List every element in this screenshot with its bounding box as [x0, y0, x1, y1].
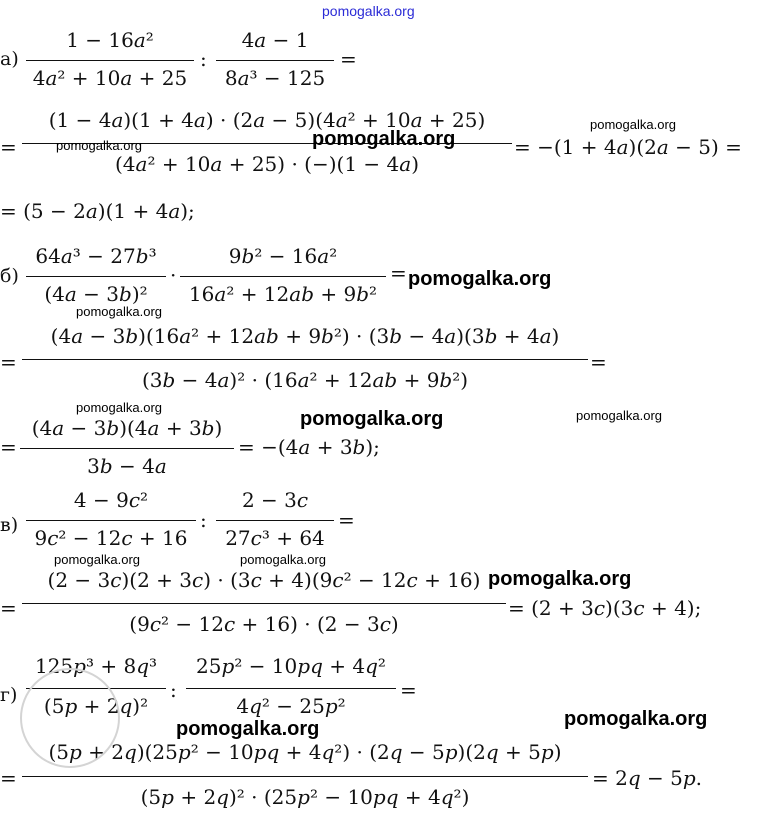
c-fraction-3	[22, 570, 506, 640]
b-fraction-1-bar	[26, 276, 166, 277]
a-result-final: = (5 − 2a)(1 + 4a);	[0, 199, 195, 223]
b-fraction-2-numerator: 9b² − 16a²	[228, 244, 338, 268]
c-fraction-1-numerator: 4 − 9c²	[73, 488, 149, 512]
watermark-top: pomogalka.org	[322, 3, 415, 19]
c-fraction-3-numerator: (2 − 3c)(2 + 3c) · (3c + 4)(9c² − 12c + 16)	[47, 568, 481, 592]
b-fraction-3-denominator: (3b − 4a)² · (16a² + 12ab + 9b²)	[141, 368, 469, 392]
d-fraction-2-bar	[186, 688, 396, 689]
a-fraction-3-numerator: (1 − 4a)(1 + 4a) · (2a − 5)(4a² + 10a + 25)	[48, 108, 486, 132]
d-divide-sign: :	[170, 678, 177, 702]
watermark-9: pomogalka.org	[54, 552, 140, 567]
b-equals-4: =	[0, 435, 17, 459]
a-divide-sign: :	[200, 47, 207, 71]
a-fraction-2-bar	[216, 60, 334, 61]
c-fraction-3-bar	[22, 603, 506, 604]
c-fraction-1-denominator: 9c² − 12c + 16	[34, 526, 188, 550]
d-fraction-3-bar	[22, 776, 588, 777]
c-fraction-3-denominator: (9c² − 12c + 16) · (2 − 3c)	[129, 612, 399, 636]
d-fraction-1-denominator: (5p + 2q)²	[43, 694, 149, 718]
a-fraction-3-denominator: (4a² + 10a + 25) · (−)(1 − 4a)	[115, 152, 419, 176]
a-fraction-1-denominator: 4a² + 10a + 25	[32, 66, 188, 90]
a-fraction-1-numerator: 1 − 16a²	[66, 28, 154, 52]
b-fraction-2-denominator: 16a² + 12ab + 9b²	[188, 282, 378, 306]
d-fraction-2-numerator: 25p² − 10pq + 4q²	[196, 654, 386, 678]
a-result-tail: = −(1 + 4a)(2a − 5) =	[514, 135, 742, 159]
a-equals-1: =	[340, 47, 357, 71]
watermark-7: pomogalka.org	[300, 408, 444, 430]
watermark-11: pomogalka.org	[488, 568, 632, 590]
label-a: а)	[0, 48, 19, 70]
c-fraction-2-bar	[216, 520, 334, 521]
b-result-final: = −(4a + 3b);	[238, 435, 380, 459]
b-fraction-3	[22, 326, 588, 396]
c-equals-2: =	[0, 596, 17, 620]
label-c: в)	[0, 514, 19, 536]
watermark-2: pomogalka.org	[312, 128, 456, 150]
b-fraction-1-denominator: (4a − 3b)²	[44, 282, 148, 306]
b-equals-1: =	[390, 261, 407, 285]
watermark-3: pomogalka.org	[590, 117, 676, 132]
d-result-final: = 2q − 5p.	[592, 766, 703, 790]
b-fraction-2	[180, 246, 386, 310]
d-fraction-3-denominator: (5p + 2q)² · (25p² − 10pq + 4q²)	[140, 785, 470, 809]
c-fraction-2-numerator: 2 − 3c	[241, 488, 309, 512]
d-fraction-2-denominator: 4q² − 25p²	[236, 694, 346, 718]
b-fraction-3-bar	[22, 359, 588, 360]
c-result-final: = (2 + 3c)(3c + 4);	[508, 596, 702, 620]
b-equals-2: =	[0, 350, 17, 374]
stamp-logo	[20, 668, 120, 768]
a-fraction-1	[26, 30, 194, 94]
d-fraction-3-numerator: (5p + 2q)(25p² − 10pq + 4q²) · (2q − 5p)(2q + 5p)	[48, 740, 562, 764]
b-multiply-sign: ·	[170, 263, 177, 287]
d-equals-2: =	[0, 766, 17, 790]
d-equals-1: =	[400, 678, 417, 702]
a-fraction-2-denominator: 8a³ − 125	[224, 66, 326, 90]
c-fraction-1	[26, 490, 196, 554]
watermark-12: pomogalka.org	[564, 708, 708, 730]
a-fraction-2	[216, 30, 334, 94]
c-fraction-2	[216, 490, 334, 554]
watermark-13: pomogalka.org	[176, 718, 320, 740]
b-equals-3: =	[590, 350, 607, 374]
d-fraction-2	[186, 656, 396, 722]
b-fraction-4	[20, 418, 234, 482]
watermark-5: pomogalka.org	[76, 304, 162, 319]
b-fraction-2-bar	[180, 276, 386, 277]
label-d: г)	[0, 684, 18, 706]
b-fraction-1	[26, 246, 166, 310]
c-fraction-1-bar	[26, 520, 196, 521]
a-equals-2: =	[0, 135, 17, 159]
d-fraction-3	[22, 742, 588, 814]
watermark-4: pomogalka.org	[408, 268, 552, 290]
label-b: б)	[0, 265, 19, 287]
b-fraction-4-bar	[20, 448, 234, 449]
watermark-6: pomogalka.org	[76, 400, 162, 415]
b-fraction-4-denominator: 3b − 4a	[87, 454, 167, 478]
watermark-10: pomogalka.org	[240, 552, 326, 567]
watermark-8: pomogalka.org	[576, 408, 662, 423]
a-fraction-1-bar	[26, 60, 194, 61]
watermark-1: pomogalka.org	[56, 138, 142, 153]
b-fraction-3-numerator: (4a − 3b)(16a² + 12ab + 9b²) · (3b − 4a)(3b + 4a)	[50, 324, 560, 348]
b-fraction-1-numerator: 64a³ − 27b³	[35, 244, 157, 268]
b-fraction-4-numerator: (4a − 3b)(4a + 3b)	[31, 416, 223, 440]
d-fraction-1-numerator: 125p³ + 8q³	[34, 654, 158, 678]
a-fraction-2-numerator: 4a − 1	[241, 28, 309, 52]
c-divide-sign: :	[200, 508, 207, 532]
c-fraction-2-denominator: 27c³ + 64	[225, 526, 325, 550]
c-equals-1: =	[338, 508, 355, 532]
